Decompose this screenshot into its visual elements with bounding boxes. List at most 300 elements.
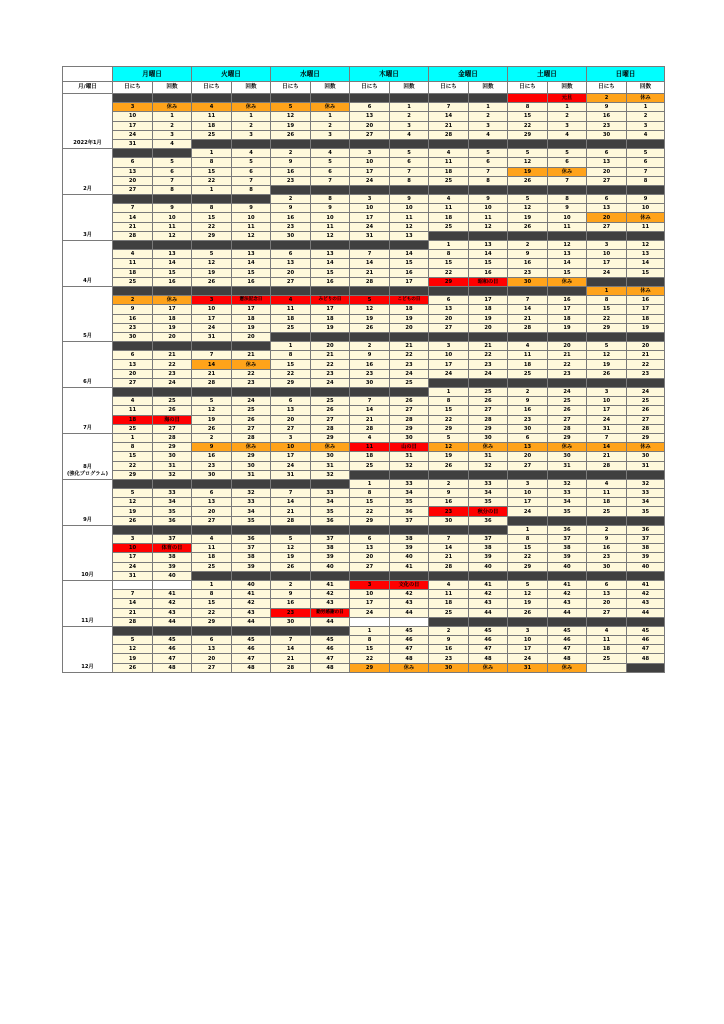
count-cell: 休み bbox=[627, 443, 665, 452]
count-cell: 憲法記念日 bbox=[232, 296, 271, 305]
month-label: 5月 bbox=[63, 286, 113, 341]
count-cell bbox=[390, 571, 429, 580]
count-cell: 45 bbox=[390, 626, 429, 635]
day-cell: 11 bbox=[508, 351, 548, 360]
count-cell: 4 bbox=[232, 149, 271, 158]
day-cell: 19 bbox=[508, 213, 548, 222]
count-cell: 28 bbox=[548, 424, 587, 433]
day-cell bbox=[271, 139, 311, 148]
week-row bbox=[63, 553, 665, 562]
count-cell: 13 bbox=[311, 250, 350, 259]
count-cell: 8 bbox=[390, 176, 429, 185]
day-cell: 20 bbox=[508, 452, 548, 461]
month-label: 7月 bbox=[63, 388, 113, 434]
count-cell: 38 bbox=[390, 535, 429, 544]
day-cell: 12 bbox=[192, 259, 232, 268]
day-cell: 16 bbox=[113, 314, 153, 323]
count-cell: 34 bbox=[311, 498, 350, 507]
count-cell: こどもの日 bbox=[390, 296, 429, 305]
count-cell: 16 bbox=[153, 277, 192, 286]
count-cell: 46 bbox=[627, 636, 665, 645]
day-cell: 24 bbox=[113, 562, 153, 571]
week-row bbox=[63, 571, 665, 580]
day-cell: 9 bbox=[429, 636, 469, 645]
day-cell: 20 bbox=[587, 213, 627, 222]
day-cell: 22 bbox=[587, 314, 627, 323]
day-cell: 30 bbox=[587, 562, 627, 571]
day-cell: 10 bbox=[271, 443, 311, 452]
day-cell: 15 bbox=[429, 259, 469, 268]
day-cell: 15 bbox=[350, 645, 390, 654]
count-cell: 38 bbox=[627, 544, 665, 553]
count-cell bbox=[627, 378, 665, 387]
day-cell bbox=[271, 241, 311, 250]
day-cell: 26 bbox=[113, 516, 153, 525]
count-cell bbox=[232, 195, 271, 204]
count-cell: 17 bbox=[153, 305, 192, 314]
day-cell: 27 bbox=[508, 461, 548, 470]
day-cell: 25 bbox=[192, 130, 232, 139]
day-cell: 10 bbox=[508, 636, 548, 645]
day-cell: 2 bbox=[429, 626, 469, 635]
count-cell bbox=[390, 388, 429, 397]
count-cell: 1 bbox=[232, 112, 271, 121]
count-cell: 20 bbox=[548, 342, 587, 351]
count-cell: 31 bbox=[311, 461, 350, 470]
day-cell: 13 bbox=[271, 259, 311, 268]
count-cell: 41 bbox=[232, 590, 271, 599]
count-cell: 17 bbox=[390, 277, 429, 286]
week-row bbox=[63, 286, 665, 295]
day-cell: 14 bbox=[429, 112, 469, 121]
day-cell: 25 bbox=[192, 562, 232, 571]
day-cell: 3 bbox=[192, 296, 232, 305]
day-cell: 28 bbox=[271, 516, 311, 525]
week-row bbox=[63, 525, 665, 534]
day-cell: 25 bbox=[113, 277, 153, 286]
day-cell: 6 bbox=[429, 296, 469, 305]
count-cell: 44 bbox=[232, 617, 271, 626]
count-cell: 5 bbox=[311, 158, 350, 167]
count-cell bbox=[390, 470, 429, 479]
count-cell: 43 bbox=[153, 608, 192, 617]
count-cell: 37 bbox=[153, 535, 192, 544]
count-cell bbox=[469, 525, 508, 534]
column-subheader-row bbox=[63, 82, 665, 94]
day-cell: 18 bbox=[192, 121, 232, 130]
week-row bbox=[63, 452, 665, 461]
day-cell: 18 bbox=[429, 167, 469, 176]
count-cell: 18 bbox=[390, 305, 429, 314]
count-cell: 14 bbox=[232, 259, 271, 268]
day-cell: 16 bbox=[429, 645, 469, 654]
count-cell: 21 bbox=[311, 351, 350, 360]
day-cell: 11 bbox=[192, 112, 232, 121]
day-cell bbox=[192, 626, 232, 635]
week-row bbox=[63, 470, 665, 479]
count-cell: 元旦 bbox=[548, 94, 587, 103]
count-cell: 27 bbox=[627, 415, 665, 424]
day-cell: 24 bbox=[587, 415, 627, 424]
count-cell: 42 bbox=[627, 590, 665, 599]
count-cell: 38 bbox=[311, 544, 350, 553]
week-row bbox=[63, 268, 665, 277]
day-cell bbox=[508, 617, 548, 626]
count-cell: 16 bbox=[232, 277, 271, 286]
day-cell: 1 bbox=[192, 185, 232, 194]
day-cell: 10 bbox=[192, 305, 232, 314]
month-label: 11月 bbox=[63, 580, 113, 626]
month-label: 2022年1月 bbox=[63, 94, 113, 149]
day-cell: 30 bbox=[271, 617, 311, 626]
day-cell: 17 bbox=[587, 406, 627, 415]
count-cell: 1 bbox=[469, 103, 508, 112]
count-cell: 38 bbox=[153, 553, 192, 562]
day-cell bbox=[350, 617, 390, 626]
count-cell: 32 bbox=[390, 461, 429, 470]
count-cell: 43 bbox=[548, 599, 587, 608]
week-row bbox=[63, 250, 665, 259]
count-cell: 16 bbox=[627, 296, 665, 305]
day-cell: 24 bbox=[350, 608, 390, 617]
day-cell: 20 bbox=[192, 654, 232, 663]
day-cell bbox=[508, 571, 548, 580]
day-cell: 13 bbox=[429, 305, 469, 314]
day-cell bbox=[350, 94, 390, 103]
count-cell: 33 bbox=[627, 489, 665, 498]
count-cell: 41 bbox=[548, 580, 587, 589]
count-cell: 休み bbox=[548, 443, 587, 452]
count-cell: 21 bbox=[232, 351, 271, 360]
count-cell: 休み bbox=[627, 213, 665, 222]
count-cell: 35 bbox=[232, 516, 271, 525]
count-cell: 43 bbox=[469, 599, 508, 608]
count-cell: 23 bbox=[390, 360, 429, 369]
day-cell: 1 bbox=[192, 149, 232, 158]
day-cell: 25 bbox=[587, 654, 627, 663]
day-cell: 25 bbox=[429, 608, 469, 617]
day-cell: 8 bbox=[113, 443, 153, 452]
day-cell: 1 bbox=[587, 286, 627, 295]
week-row bbox=[63, 645, 665, 654]
day-cell: 12 bbox=[587, 351, 627, 360]
count-cell: 2 bbox=[311, 121, 350, 130]
count-cell: 休み bbox=[627, 94, 665, 103]
count-cell: 48 bbox=[232, 663, 271, 672]
day-cell: 22 bbox=[508, 121, 548, 130]
day-cell: 23 bbox=[271, 608, 311, 617]
day-cell: 30 bbox=[113, 332, 153, 341]
count-cell: 28 bbox=[627, 424, 665, 433]
count-cell bbox=[232, 139, 271, 148]
day-cell bbox=[113, 286, 153, 295]
count-cell: みどりの日 bbox=[311, 296, 350, 305]
count-cell: 8 bbox=[311, 195, 350, 204]
day-cell: 10 bbox=[587, 250, 627, 259]
day-cell: 12 bbox=[508, 590, 548, 599]
count-cell: 19 bbox=[153, 323, 192, 332]
week-row bbox=[63, 378, 665, 387]
count-cell: 45 bbox=[153, 636, 192, 645]
count-cell: 31 bbox=[469, 452, 508, 461]
count-cell bbox=[548, 470, 587, 479]
count-cell: 25 bbox=[548, 397, 587, 406]
day-cell: 29 bbox=[192, 231, 232, 240]
day-cell: 17 bbox=[587, 259, 627, 268]
day-cell: 21 bbox=[192, 369, 232, 378]
count-cell: 休み bbox=[311, 443, 350, 452]
count-cell: 26 bbox=[153, 406, 192, 415]
count-cell: 13 bbox=[627, 250, 665, 259]
day-cell: 11 bbox=[429, 158, 469, 167]
count-cell: 40 bbox=[469, 562, 508, 571]
count-cell: 35 bbox=[153, 507, 192, 516]
day-cell bbox=[429, 94, 469, 103]
count-cell: 休み bbox=[153, 103, 192, 112]
weekday-header-row bbox=[63, 67, 665, 82]
day-cell: 8 bbox=[508, 103, 548, 112]
day-cell: 10 bbox=[587, 397, 627, 406]
count-cell: 30 bbox=[232, 461, 271, 470]
count-cell: 18 bbox=[153, 314, 192, 323]
count-cell: 47 bbox=[311, 654, 350, 663]
count-cell: 33 bbox=[153, 489, 192, 498]
day-cell: 28 bbox=[350, 277, 390, 286]
day-cell: 28 bbox=[587, 461, 627, 470]
day-cell: 16 bbox=[271, 599, 311, 608]
count-cell: 44 bbox=[390, 608, 429, 617]
week-row bbox=[63, 654, 665, 663]
count-cell: 20 bbox=[153, 332, 192, 341]
day-cell: 25 bbox=[508, 369, 548, 378]
count-cell: 42 bbox=[390, 590, 429, 599]
count-subheader: 回数 bbox=[627, 82, 665, 94]
day-cell: 18 bbox=[587, 645, 627, 654]
day-cell: 1 bbox=[508, 525, 548, 534]
count-cell: 7 bbox=[548, 176, 587, 185]
count-cell: 21 bbox=[548, 351, 587, 360]
day-subheader: 日にち bbox=[508, 82, 548, 94]
count-cell: 39 bbox=[627, 553, 665, 562]
count-cell: 4 bbox=[311, 149, 350, 158]
day-cell: 4 bbox=[508, 342, 548, 351]
count-cell bbox=[469, 332, 508, 341]
day-cell: 20 bbox=[350, 121, 390, 130]
count-cell: 47 bbox=[153, 654, 192, 663]
count-cell: 32 bbox=[627, 479, 665, 488]
count-cell: 39 bbox=[469, 553, 508, 562]
week-row bbox=[63, 130, 665, 139]
count-cell bbox=[469, 617, 508, 626]
day-cell: 12 bbox=[350, 305, 390, 314]
day-cell: 3 bbox=[350, 149, 390, 158]
count-cell: 41 bbox=[627, 580, 665, 589]
day-cell: 6 bbox=[192, 636, 232, 645]
day-cell: 9 bbox=[587, 103, 627, 112]
count-cell: 32 bbox=[311, 470, 350, 479]
day-cell: 17 bbox=[271, 452, 311, 461]
count-cell: 31 bbox=[548, 461, 587, 470]
count-cell: 15 bbox=[627, 268, 665, 277]
count-cell bbox=[469, 286, 508, 295]
count-cell: 25 bbox=[311, 397, 350, 406]
day-cell: 2 bbox=[587, 94, 627, 103]
day-cell: 13 bbox=[587, 590, 627, 599]
count-cell: 3 bbox=[627, 121, 665, 130]
count-cell: 27 bbox=[390, 406, 429, 415]
count-cell: 26 bbox=[548, 406, 587, 415]
count-cell bbox=[232, 479, 271, 488]
day-cell: 3 bbox=[113, 535, 153, 544]
day-cell bbox=[587, 231, 627, 240]
day-cell: 10 bbox=[429, 351, 469, 360]
count-cell: 40 bbox=[153, 571, 192, 580]
day-cell: 11 bbox=[587, 636, 627, 645]
day-cell: 25 bbox=[271, 323, 311, 332]
day-cell: 1 bbox=[350, 479, 390, 488]
count-cell: 25 bbox=[232, 406, 271, 415]
week-row bbox=[63, 94, 665, 103]
count-cell: 46 bbox=[548, 636, 587, 645]
count-cell: 13 bbox=[548, 250, 587, 259]
day-cell: 17 bbox=[113, 553, 153, 562]
count-cell: 4 bbox=[469, 130, 508, 139]
day-cell: 4 bbox=[587, 479, 627, 488]
day-cell: 7 bbox=[508, 296, 548, 305]
day-cell: 11 bbox=[587, 489, 627, 498]
day-cell: 16 bbox=[508, 259, 548, 268]
count-cell bbox=[153, 580, 192, 589]
count-cell: 39 bbox=[548, 553, 587, 562]
day-cell bbox=[429, 470, 469, 479]
count-cell: 19 bbox=[232, 323, 271, 332]
day-cell: 13 bbox=[350, 544, 390, 553]
day-cell: 16 bbox=[271, 213, 311, 222]
day-cell: 14 bbox=[350, 406, 390, 415]
day-cell: 13 bbox=[508, 443, 548, 452]
count-cell: 17 bbox=[311, 305, 350, 314]
count-cell: 19 bbox=[469, 314, 508, 323]
count-cell bbox=[232, 94, 271, 103]
day-cell: 29 bbox=[350, 516, 390, 525]
count-cell: 10 bbox=[548, 213, 587, 222]
count-cell: 7 bbox=[311, 176, 350, 185]
week-row bbox=[63, 663, 665, 672]
day-cell: 22 bbox=[271, 369, 311, 378]
day-cell bbox=[508, 94, 548, 103]
day-cell: 19 bbox=[271, 121, 311, 130]
day-cell bbox=[113, 525, 153, 534]
week-row bbox=[63, 580, 665, 589]
day-cell bbox=[429, 617, 469, 626]
count-cell: 48 bbox=[153, 663, 192, 672]
count-cell bbox=[390, 139, 429, 148]
count-cell: 休み bbox=[153, 296, 192, 305]
day-cell: 1 bbox=[350, 626, 390, 635]
count-cell: 2 bbox=[469, 112, 508, 121]
day-cell bbox=[192, 139, 232, 148]
day-cell: 20 bbox=[271, 415, 311, 424]
day-cell: 6 bbox=[350, 103, 390, 112]
count-cell: 43 bbox=[232, 608, 271, 617]
day-cell bbox=[508, 139, 548, 148]
day-cell: 18 bbox=[113, 415, 153, 424]
count-cell: 20 bbox=[390, 323, 429, 332]
count-cell bbox=[548, 231, 587, 240]
count-cell: 12 bbox=[627, 241, 665, 250]
count-cell bbox=[548, 617, 587, 626]
count-cell: 30 bbox=[153, 452, 192, 461]
count-cell bbox=[311, 139, 350, 148]
count-cell bbox=[390, 241, 429, 250]
week-row bbox=[63, 406, 665, 415]
count-cell: 10 bbox=[469, 204, 508, 213]
day-cell: 1 bbox=[429, 388, 469, 397]
day-cell: 1 bbox=[429, 241, 469, 250]
count-cell: 46 bbox=[232, 645, 271, 654]
day-cell bbox=[508, 470, 548, 479]
count-cell: 39 bbox=[153, 562, 192, 571]
day-cell: 7 bbox=[429, 103, 469, 112]
count-cell: 19 bbox=[390, 314, 429, 323]
count-cell: 37 bbox=[627, 535, 665, 544]
count-cell: 15 bbox=[548, 268, 587, 277]
count-cell: 16 bbox=[390, 268, 429, 277]
count-cell: 42 bbox=[153, 599, 192, 608]
weekday-header-wed: 水曜日 bbox=[271, 67, 350, 82]
day-cell: 16 bbox=[271, 167, 311, 176]
count-cell bbox=[390, 525, 429, 534]
count-cell: 29 bbox=[311, 433, 350, 442]
day-cell: 30 bbox=[508, 277, 548, 286]
week-row bbox=[63, 535, 665, 544]
day-cell: 24 bbox=[429, 369, 469, 378]
day-cell: 5 bbox=[271, 103, 311, 112]
count-cell: 26 bbox=[390, 397, 429, 406]
day-cell: 30 bbox=[350, 378, 390, 387]
count-cell bbox=[469, 139, 508, 148]
weekday-header-thu: 木曜日 bbox=[350, 67, 429, 82]
count-cell: 5 bbox=[469, 149, 508, 158]
count-cell: 29 bbox=[153, 443, 192, 452]
week-row bbox=[63, 599, 665, 608]
day-cell: 6 bbox=[350, 535, 390, 544]
day-cell: 27 bbox=[271, 277, 311, 286]
count-cell: 6 bbox=[548, 158, 587, 167]
count-cell: 8 bbox=[153, 185, 192, 194]
count-cell: 9 bbox=[469, 195, 508, 204]
count-cell: 23 bbox=[548, 369, 587, 378]
corner-cell bbox=[63, 67, 113, 82]
count-cell bbox=[311, 479, 350, 488]
count-cell: 45 bbox=[311, 636, 350, 645]
day-cell: 7 bbox=[113, 204, 153, 213]
week-row bbox=[63, 507, 665, 516]
count-cell: 12 bbox=[469, 222, 508, 231]
day-cell: 14 bbox=[508, 305, 548, 314]
day-cell: 26 bbox=[271, 562, 311, 571]
count-cell: 22 bbox=[390, 351, 429, 360]
day-cell: 28 bbox=[192, 378, 232, 387]
count-cell: 23 bbox=[469, 360, 508, 369]
count-cell bbox=[548, 286, 587, 295]
day-cell: 5 bbox=[587, 342, 627, 351]
week-row bbox=[63, 185, 665, 194]
day-cell: 9 bbox=[508, 250, 548, 259]
week-row bbox=[63, 259, 665, 268]
day-cell bbox=[113, 626, 153, 635]
day-cell: 12 bbox=[113, 645, 153, 654]
